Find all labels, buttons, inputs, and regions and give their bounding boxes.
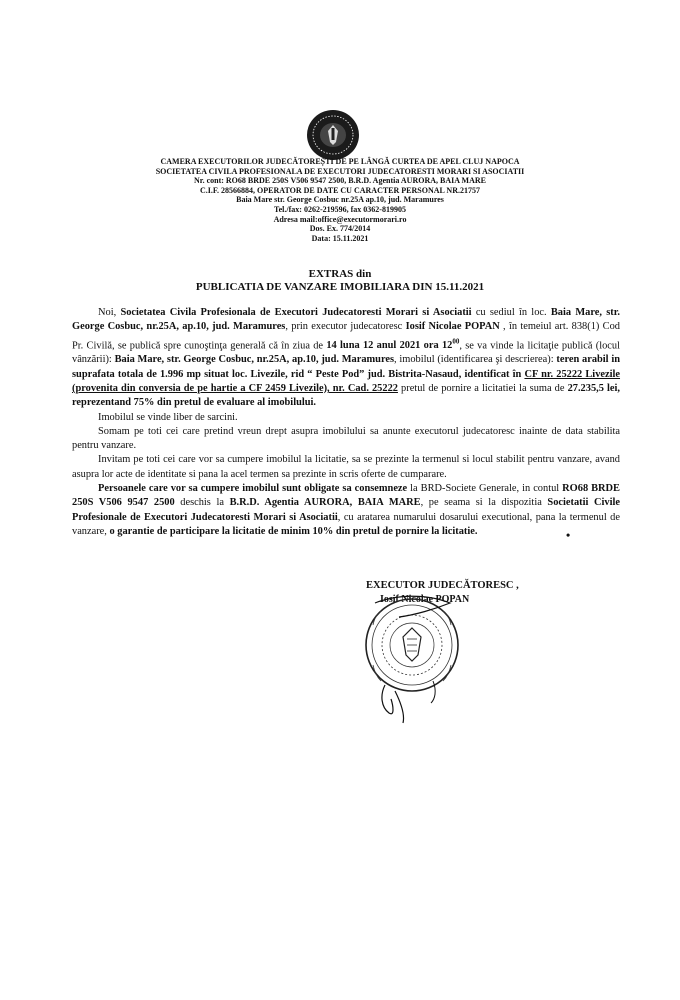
letterhead-line-2: SOCIETATEA CIVILA PROFESIONALA DE EXECUTORI JUDECATORESTI MORARI SI ASOCIATII — [155, 166, 525, 176]
chamber-emblem-icon — [305, 108, 361, 162]
document-body — [72, 306, 620, 539]
title-line-2: PUBLICATIA DE VANZARE IMOBILIARA DIN 15.11.2021 — [195, 281, 485, 293]
guarantee-amount: o garantie de participare la licitatie de minim 10% din pretul de pornire la licitatie. — [109, 525, 478, 537]
letterhead-line-4: C.I.F. 28566884, OPERATOR DE DATE CU CARACTER PERSONAL NR.21757 — [200, 185, 480, 195]
title-line-1: EXTRAS din — [308, 268, 372, 280]
auction-location: Baia Mare, str. George Cosbuc, nr.25A, ap.10, jud. Maramures — [114, 354, 395, 366]
bank-branch: B.R.D. Agentia AURORA, BAIA MARE — [229, 497, 421, 509]
stray-mark: • — [566, 528, 571, 542]
auction-date: 14 luna 12 anul 2021 ora $12^{00}$ — [326, 337, 460, 352]
signature-title: EXECUTOR JUDECĂTORESC , — [366, 580, 519, 591]
paragraph-invitation: Invitam pe toti cei care vor sa cumpere imobilul la licitatie, sa se prezinte la termenul si locul stabilit pentru vanzare, avand asupra lor acte de identitate si pana la acel termen sa prezinte in scris oferte de cumparare. — [72, 454, 620, 480]
paragraph-auction-details: Noi, Societatea Civila Profesionala de Executori Judecatoresti Morari si Asociatii cu sediul în loc. Baia Mare, str. George Cosbuc, nr.25A, ap.10, jud. Maramures, prin executor judecatoresc Iosif Nicolae POPAN , în temeiul art. 838(1) Cod Pr. Civilă, se publică spre cunoştinţa generală că în ziua de 14 luna 12 anul 2021 ora $12^{00}$, se va vinde la licitaţie publică (locul vânzării): Baia Mare, str. George Cosbuc, nr.25A, ap.10, jud. Maramures, imobilul (identificarea şi descrierea): teren arabil in suprafata totala de 1.996 mp situat loc. Livezile, rid “ Peste Pod” jud. Bistrita-Nasaud, identificat în CF nr. 25222 Livezile (provenita din conversia de pe hartie a CF 2459 Livezile), nr. Cad. 25222 pretul de pornire a licitatiei la suma de 27.235,5 lei, reprezentand 75% din pretul de evaluare al imobilului. — [72, 307, 621, 409]
bailiff-name: Iosif Nicolae POPAN — [405, 321, 500, 333]
starting-price: 27.235,5 lei, reprezentand 75% din pretul de evaluare al imobilului. — [72, 382, 620, 409]
letterhead — [0, 157, 680, 243]
bailiff-company: Societatea Civila Profesionala de Executori Judecatoresti Morari si Asociatii — [120, 307, 472, 318]
company-address: Baia Mare, str. George Cosbuc, nr.25A, ap.10, jud. Maramures — [72, 307, 620, 333]
land-registry-reference: CF nr. 25222 Livezile (provenita din conversia de pe hartie a CF 2459 Livezile), nr. Cad. 25222 — [72, 368, 621, 394]
letterhead-email: Adresa mail:office@executormorari.ro — [273, 214, 407, 224]
letterhead-address: Baia Mare str. George Cosbuc nr.25A ap.10, jud. Maramures — [236, 195, 444, 205]
document-date: Data: 15.11.2021 — [311, 233, 369, 243]
paragraph-encumbrances: Imobilul se vinde liber de sarcini. — [98, 411, 238, 423]
property-description: teren arabil in suprafata totala de 1.996 mp situat loc. Livezile, rid “ Peste Pod” jud. Bistrita-Nasaud, identificat în — [72, 354, 620, 380]
paragraph-guarantee: Persoanele care vor sa cumpere imobilul sunt obligate sa consemneze la BRD-Societe Generale, in contul RO68 BRDE 250S V506 9547 2500 deschis la B.R.D. Agentia AURORA, BAIA MARE, pe seama si la dispozitia Societatii Civile Profesionale de Executori Judecatoresti Morari si Asociatii, cu aratarea numarului dosarului executional, pana la termenul de vanzare, o garantie de participare la licitatie de minim 10% din pretul de pornire la licitatie. — [72, 483, 620, 537]
letterhead-phone: Tel./fax: 0262-219596, fax 0362-819905 — [274, 204, 406, 214]
signature-name: Iosif Nicolae POPAN — [380, 594, 470, 605]
bank-account: RO68 BRDE 250S V506 9547 2500 — [72, 483, 620, 509]
official-stamp-and-signature — [355, 595, 475, 725]
case-number: Dos. Ex. 774/2014 — [309, 224, 371, 234]
document-title — [0, 268, 680, 294]
letterhead-line-1: CAMERA EXECUTORILOR JUDECĂTOREȘTI DE PE LÂNGĂ CURTEA DE APEL CLUJ NAPOCA — [160, 157, 520, 166]
paragraph-summons: Somam pe toti cei care pretind vreun drept asupra imobilului sa anunte executorul judecatoresc inainte de data stabilita pentru vanzare. — [72, 425, 620, 452]
letterhead-line-3: Nr. cont: RO68 BRDE 250S V506 9547 2500, B.R.D. Agentia AURORA, BAIA MARE — [193, 176, 486, 186]
